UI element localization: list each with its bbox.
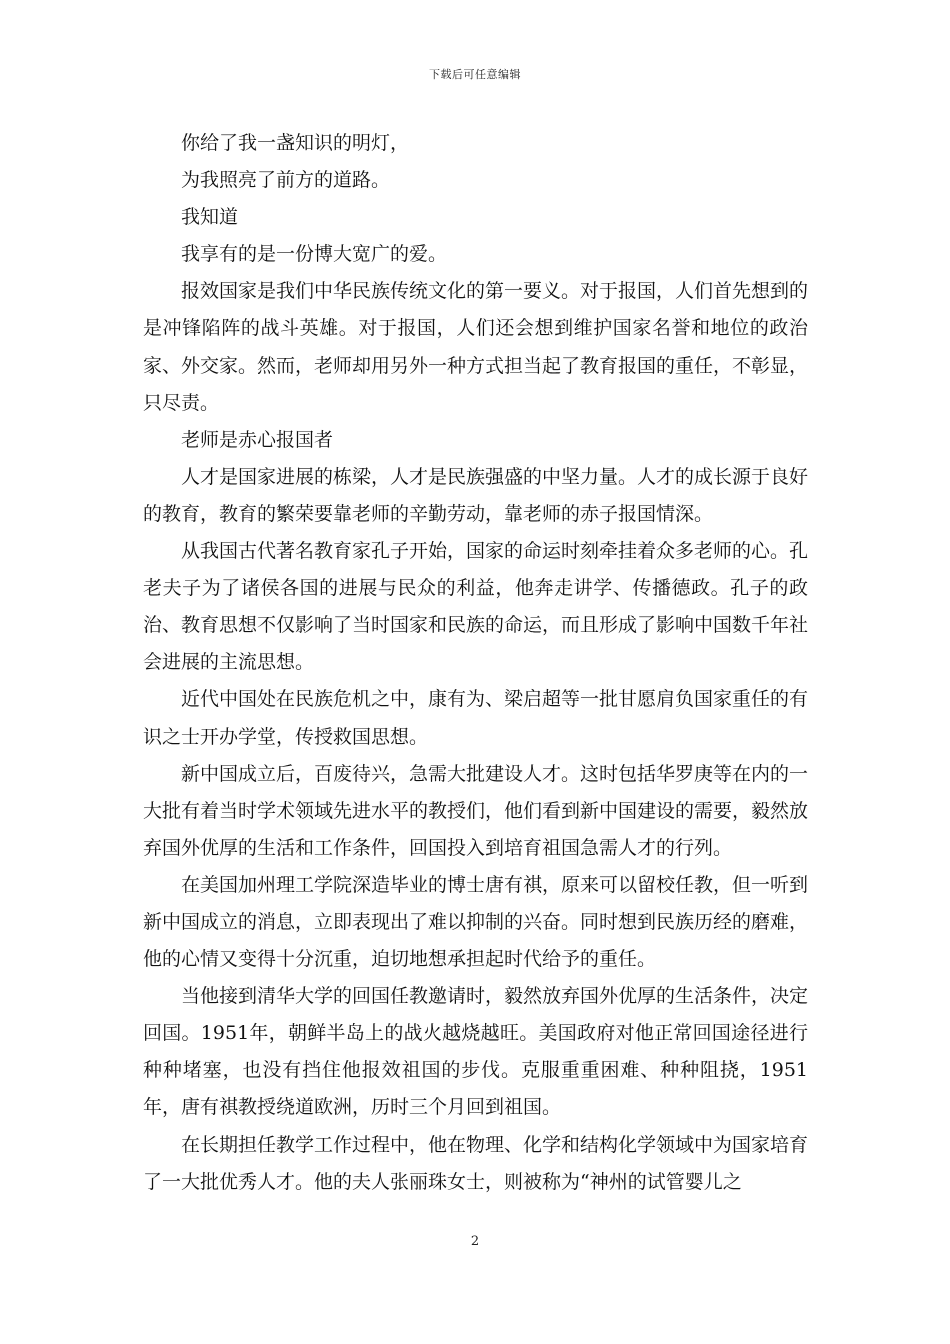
paragraph-9: 近代中国处在民族危机之中，康有为、梁启超等一批甘愿肩负国家重任的有识之士开办学堂，传授救国思想。 <box>143 688 809 748</box>
paragraph-5: 报效国家是我们中华民族传统文化的第一要义。对于报国，人们首先想到的是冲锋陷阵的战斗英雄。对于报国，人们还会想到维护国家名誉和地位的政治家、外交家。然而，老师却用另外一种方式担当起了教育报国的重任，不彰显，只尽责。 <box>143 280 809 414</box>
paragraph-11: 在美国加州理工学院深造毕业的博士唐有祺，原来可以留校任教，但一听到新中国成立的消息，立即表现出了难以抑制的兴奋。同时想到民族历经的磨难，他的心情又变得十分沉重，迫切地想承担起时代给予的重任。 <box>143 873 809 971</box>
paragraph-4: 我享有的是一份博大宽广的爱。 <box>181 243 448 266</box>
header-note: 下载后可任意编辑 <box>429 68 521 81</box>
paragraph-12: 当他接到清华大学的回国任教邀请时，毅然放弃国外优厚的生活条件，决定回国。1951年，朝鲜半岛上的战火越烧越旺。美国政府对他正常回国途径进行种种堵塞，也没有挡住他报效祖国的步伐。克服重重困难、种种阻挠，1951年，唐有祺教授绕道欧洲，历时三个月回到祖国。 <box>143 985 809 1119</box>
paragraph-2: 为我照亮了前方的道路。 <box>181 169 391 192</box>
paragraph-8: 从我国古代著名教育家孔子开始，国家的命运时刻牵挂着众多老师的心。孔老夫子为了诸侯各国的进展与民众的利益，他奔走讲学、传播德政。孔子的政治、教育思想不仅影响了当时国家和民族的命运，而且形成了影响中国数千年社会进展的主流思想。 <box>143 540 809 674</box>
section-heading: 老师是赤心报国者 <box>181 428 334 451</box>
body-text <box>143 125 808 1201</box>
page-number: 2 <box>470 1234 480 1249</box>
paragraph-1: 你给了我一盏知识的明灯， <box>181 132 410 154</box>
paragraph-3: 我知道 <box>181 206 239 229</box>
paragraph-10: 新中国成立后，百废待兴，急需大批建设人才。这时包括华罗庚等在内的一大批有着当时学术领域先进水平的教授们，他们看到新中国建设的需要，毅然放弃国外优厚的生活和工作条件，回国投入到培育祖国急需人才的行列。 <box>143 762 809 859</box>
paragraph-7: 人才是国家进展的栋梁，人才是民族强盛的中坚力量。人才的成长源于良好的教育，教育的繁荣要靠老师的辛勤劳动，靠老师的赤子报国情深。 <box>143 465 809 525</box>
paragraph-13: 在长期担任教学工作过程中，他在物理、化学和结构化学领域中为国家培育了一大批优秀人才。他的夫人张丽珠女士，则被称为“神州的试管婴儿之 <box>143 1133 809 1193</box>
